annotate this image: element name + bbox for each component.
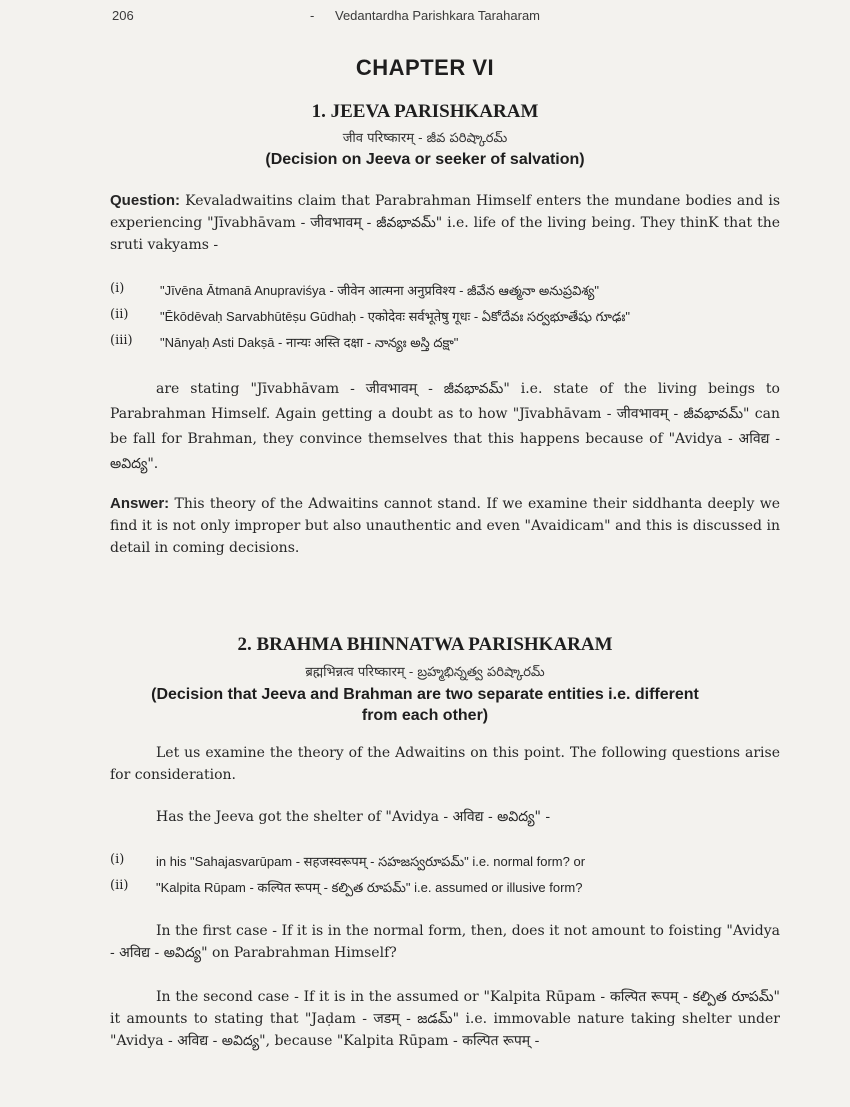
option-number: (ii) xyxy=(110,878,129,893)
option-number: (i) xyxy=(110,852,125,867)
running-header xyxy=(0,8,850,28)
quote-text: "Nānyaḥ Asti Dakṣā - नान्यः अस्ति दक्षा - నాన్యః అస్తి దక్షా" xyxy=(160,335,459,350)
quote-number: (i) xyxy=(110,281,125,296)
book-title: Vedantardha Parishkara Taraharam xyxy=(335,8,540,23)
page-number: 206 xyxy=(112,8,134,23)
question-text: Kevaladwaitins claim that Parabrahman Himself enters the mundane bodies and is experiencing "Jīvabhāvam - जीवभावम् - జీవభావమ్" i.e. life of the living being. They thinK that the sruti vakyams - xyxy=(110,193,780,253)
section1-decision: (Decision on Jeeva or seeker of salvation) xyxy=(265,151,585,168)
examine-paragraph: Let us examine the theory of the Adwaitins on this point. The following questions arise for consideration. xyxy=(110,745,780,783)
first-case-paragraph: In the first case - If it is in the normal form, then, does it not amount to foisting "Avidya - अविद्य - అవిద్య" on Parabrahman Himself? xyxy=(110,923,780,961)
option-item xyxy=(110,852,790,874)
quote-number: (ii) xyxy=(110,307,129,322)
chapter-title: CHAPTER VI xyxy=(355,55,495,80)
quote-text: "Ēkōdēvaḥ Sarvabhūtēṣu Gūdhaḥ - एकोदेवः सर्वभूतेषु गूधः - ఏకోదేవః సర్వభూతేషు గూఢః" xyxy=(160,309,631,324)
section2-subtitle: ब्रह्मभिन्नत्व परिष्कारम् - బ్రహ్మభిన్నత్వ పరిష్కారమ్ xyxy=(305,665,545,680)
quote-number: (iii) xyxy=(110,333,133,348)
question-label: Question: xyxy=(110,192,180,209)
quote-text: "Jīvēna Ātmanā Anupraviśya - जीवेन आत्मना अनुप्रविश्य - జీవేన ఆత్మనా అనుప్రవిశ్య" xyxy=(160,283,599,298)
question-paragraph xyxy=(110,190,780,256)
section2-decision-line1: (Decision that Jeeva and Brahman are two separate entities i.e. different xyxy=(151,686,699,703)
quote-item xyxy=(110,281,790,303)
option-text: "Kalpita Rūpam - कल्पित रूपम् - కల్పిత రూపమ్" i.e. assumed or illusive form? xyxy=(156,880,583,895)
answer-label: Answer: xyxy=(110,495,170,512)
option-text: in his "Sahajasvarūpam - सहजस्वरूपम् - సహజస్వరూపమ్" i.e. normal form? or xyxy=(156,854,586,869)
option-item xyxy=(110,878,790,900)
shelter-question: Has the Jeeva got the shelter of "Avidya - अविद्य - అవిద్య" - xyxy=(156,809,551,825)
section1-title: 1. JEEVA PARISHKARAM xyxy=(311,101,539,122)
section2-title: 2. BRAHMA BHINNATWA PARISHKARAM xyxy=(237,634,613,655)
answer-text: This theory of the Adwaitins cannot stand. If we examine their siddhanta deeply we find it is not only improper but also unauthentic and even "Avaidicam" and this is discussed in detail in coming decisions. xyxy=(110,496,780,556)
second-case-paragraph: In the second case - If it is in the assumed or "Kalpita Rūpam - कल्पित रूपम् - కల్పిత రూపమ్" it amounts to stating that "Jaḍam - जडम् - జడమ్" i.e. immovable nature taking shelter under "Avidya - अविद्य - అవిద్య", because "Kalpita Rūpam - कल्पित रूपम् - xyxy=(110,989,780,1049)
header-separator: - xyxy=(310,8,315,23)
stating-paragraph: are stating "Jīvabhāvam - जीवभावम् - జీవభావమ్" i.e. state of the living beings to Parabrahman Himself. Again getting a doubt as to how "Jīvabhāvam - जीवभावम् - జీవభావమ్" can be fall for Brahman, they convince themselves that this happens because of "Avidya - अविद्य - అవిద్య". xyxy=(110,381,780,472)
quote-item xyxy=(110,333,790,355)
answer-paragraph xyxy=(110,493,780,559)
section1-subtitle: जीव परिष्कारम् - జీవ పరిష్కారమ్ xyxy=(342,131,508,146)
quote-item xyxy=(110,307,790,329)
section2-decision-line2: from each other) xyxy=(361,707,489,724)
